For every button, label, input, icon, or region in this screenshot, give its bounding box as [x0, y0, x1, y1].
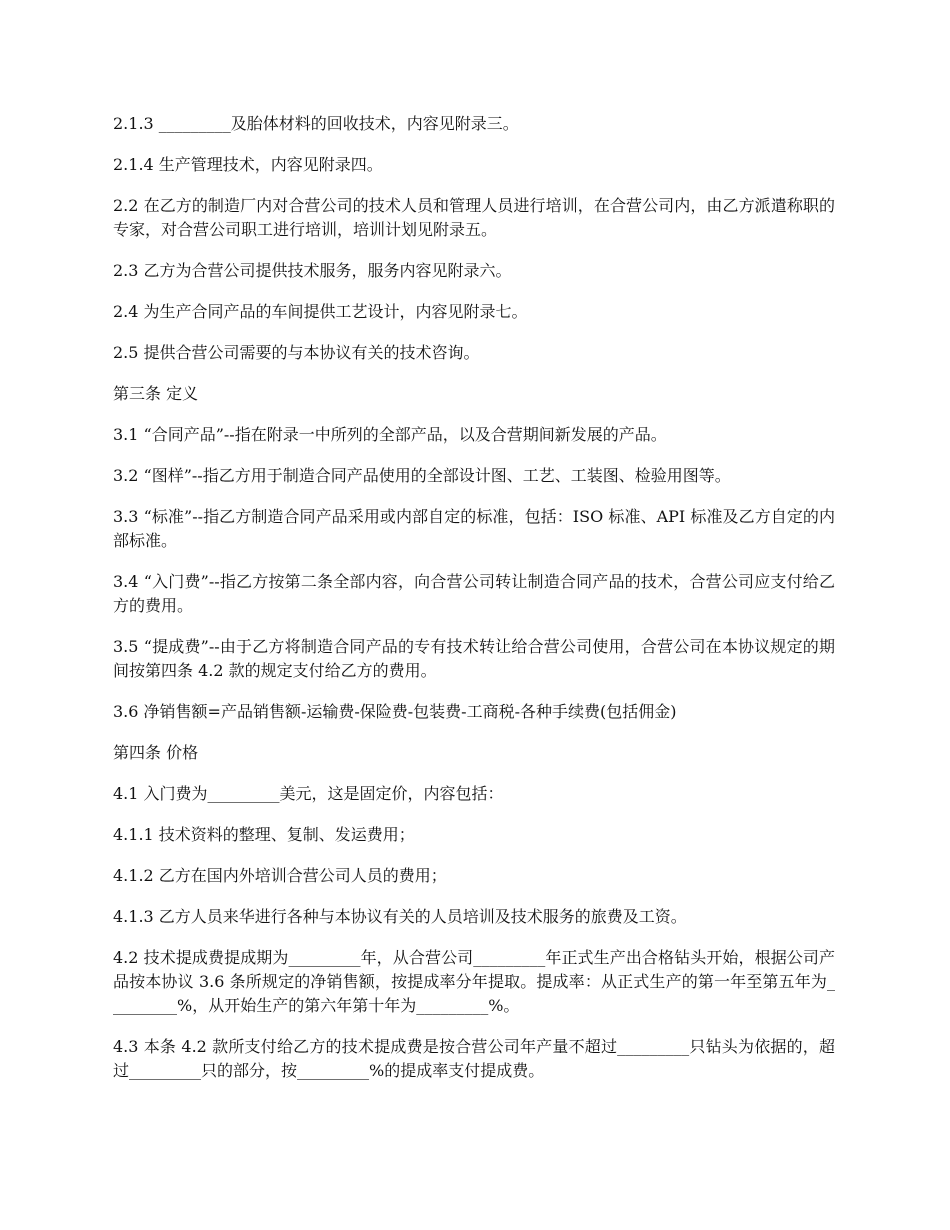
- clause-2-3: 2.3 乙方为合营公司提供技术服务，服务内容见附录六。: [113, 261, 512, 280]
- clause-2-1-3: 2.1.3 _________及胎体材料的回收技术，内容见附录三。: [113, 114, 519, 133]
- clause-4-3: 4.3 本条 4.2 款所支付给乙方的技术提成费是按合营公司年产量不超过_________只钻头为依据的，超过_________只的部分，按_________%的提成率支付提成费。: [113, 1037, 835, 1080]
- clause-4-1-2: 4.1.2 乙方在国内外培训合营公司人员的费用；: [113, 866, 447, 885]
- clause-2-4: 2.4 为生产合同产品的车间提供工艺设计，内容见附录七。: [113, 302, 528, 321]
- clause-3-6: 3.6 净销售额=产品销售额-运输费-保险费-包装费-工商税-各种手续费(包括佣金): [113, 702, 677, 721]
- document-body: [113, 112, 835, 1100]
- article-4-heading: 第四条 价格: [113, 743, 199, 762]
- clause-3-2: 3.2 “图样”--指乙方用于制造合同产品使用的全部设计图、工艺、工装图、检验用图等。: [113, 466, 731, 485]
- article-3-heading: 第三条 定义: [113, 384, 199, 403]
- clause-4-1-1: 4.1.1 技术资料的整理、复制、发运费用；: [113, 825, 415, 844]
- clause-4-1-3: 4.1.3 乙方人员来华进行各种与本协议有关的人员培训及技术服务的旅费及工资。: [113, 907, 687, 926]
- clause-2-2: 2.2 在乙方的制造厂内对合营公司的技术人员和管理人员进行培训，在合营公司内，由乙方派遣称职的专家，对合营公司职工进行培训，培训计划见附录五。: [113, 196, 835, 239]
- clause-2-1-4: 2.1.4 生产管理技术，内容见附录四。: [113, 155, 383, 174]
- clause-4-1: 4.1 入门费为_________美元，这是固定价，内容包括：: [113, 784, 504, 803]
- clause-4-2: 4.2 技术提成费提成期为_________年，从合营公司_________年正式生产出合格钻头开始，根据公司产品按本协议 3.6 条所规定的净销售额，按提成率分年提取。提成率：从正式生产的第一年至第五年为_________%，从开始生产的第六年第十年为_________%。: [113, 948, 835, 1015]
- clause-2-5: 2.5 提供合营公司需要的与本协议有关的技术咨询。: [113, 343, 480, 362]
- clause-3-4: 3.4 “入门费”--指乙方按第二条全部内容，向合营公司转让制造合同产品的技术，合营公司应支付给乙方的费用。: [113, 572, 835, 615]
- clause-3-1: 3.1 “合同产品”--指在附录一中所列的全部产品，以及合营期间新发展的产品。: [113, 425, 667, 444]
- clause-3-3: 3.3 “标准”--指乙方制造合同产品采用或内部自定的标准，包括：ISO 标准、API 标准及乙方自定的内部标准。: [113, 507, 835, 550]
- clause-3-5: 3.5 “提成费”--由于乙方将制造合同产品的专有技术转让给合营公司使用，合营公司在本协议规定的期间按第四条 4.2 款的规定支付给乙方的费用。: [113, 637, 835, 680]
